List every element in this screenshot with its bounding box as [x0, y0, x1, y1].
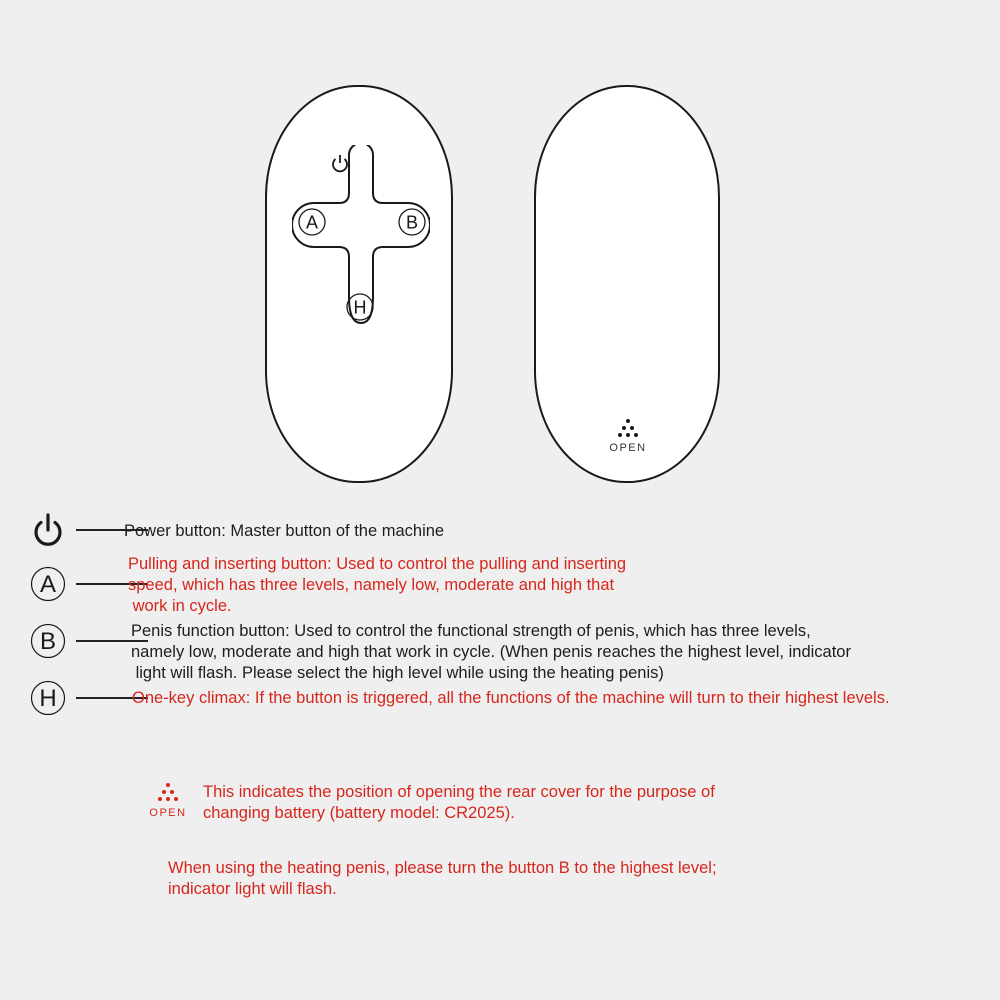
legend-text-b: Penis function button: Used to control the functional strength of penis, which has three levels, namely low, moderate and high that work in cycle. (When penis reaches the highest level, indicator light will flash. Please select the high level while using the heating penis) — [131, 622, 851, 682]
open-mark-icon — [148, 781, 188, 819]
h-button-icon — [340, 287, 380, 327]
h-icon-label: H — [39, 685, 57, 712]
power-button[interactable] — [325, 147, 355, 177]
note-battery-open — [140, 775, 840, 835]
note-heating-text: When using the heating penis, please turn the button B to the highest level; indicator light will flash. — [168, 859, 717, 898]
b-button-label: B — [405, 212, 419, 233]
remote-back — [534, 85, 720, 483]
a-button-label: A — [305, 212, 319, 233]
note-open-text: This indicates the position of opening the rear cover for the purpose of changing battery (battery model: CR2025). — [203, 783, 715, 822]
legend-text-h: One-key climax: If the button is triggered, all the functions of the machine will turn to their highest levels. — [132, 689, 890, 707]
dots-triangle-icon — [156, 781, 180, 805]
dpad — [292, 145, 430, 325]
power-icon — [325, 147, 355, 177]
h-button-label: H — [353, 297, 367, 318]
b-icon-label: B — [39, 628, 57, 655]
note-heating — [168, 858, 717, 900]
dots-triangle-icon — [616, 417, 640, 441]
a-button-icon — [292, 202, 332, 242]
b-button[interactable] — [392, 202, 432, 242]
a-icon-label: A — [39, 571, 57, 598]
legend-text-power: Power button: Master button of the machine — [124, 522, 445, 540]
power-icon — [30, 512, 66, 548]
battery-cover-open-mark[interactable] — [606, 417, 650, 461]
a-button[interactable] — [292, 202, 332, 242]
b-button-icon — [392, 202, 432, 242]
open-label: OPEN — [149, 807, 187, 819]
legend-text-a: Pulling and inserting button: Used to control the pulling and inserting speed, which has three levels, namely low, moderate and high that work in cycle. — [128, 555, 627, 615]
remote-front — [265, 85, 453, 483]
b-button-icon — [30, 623, 66, 659]
a-button-icon — [30, 566, 66, 602]
open-label: OPEN — [609, 442, 647, 454]
h-button-icon — [30, 680, 66, 716]
h-button[interactable] — [340, 287, 380, 327]
